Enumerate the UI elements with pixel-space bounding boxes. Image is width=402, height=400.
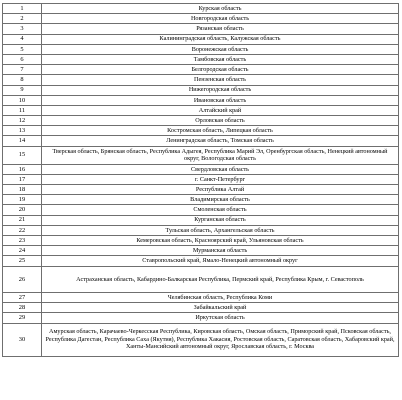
rank-number-cell: 25 xyxy=(3,256,42,266)
table-row xyxy=(3,256,399,266)
table-row xyxy=(3,323,399,356)
regions-cell: Белгородская область xyxy=(42,65,399,75)
regions-cell: Амурская область, Карачаево-Черкесская Республика, Кировская область, Омская область, Приморский край, Псковская область, Республика Дагестан, Республика Саха (Якутия), Республика Хакасия, Ростовская область, Саратовская область, Хабаровский край, Ханты-Мансийский автономный округ, Ярославская область, г. Москва xyxy=(42,323,399,356)
rank-number-cell: 14 xyxy=(3,136,42,146)
regions-cell: Курская область xyxy=(42,4,399,14)
rank-number-cell: 9 xyxy=(3,85,42,95)
table-row xyxy=(3,14,399,24)
regions-cell: Курганская область xyxy=(42,215,399,225)
regions-cell: Ивановская область xyxy=(42,95,399,105)
regions-cell: Алтайский край xyxy=(42,105,399,115)
regions-cell: Пензенская область xyxy=(42,75,399,85)
regions-cell: Челябинская область, Республика Коми xyxy=(42,293,399,303)
rank-number-cell: 29 xyxy=(3,313,42,323)
rank-number-cell: 20 xyxy=(3,205,42,215)
rank-number-cell: 28 xyxy=(3,303,42,313)
table-row xyxy=(3,24,399,34)
regions-cell: Костромская область, Липецкая область xyxy=(42,126,399,136)
regions-cell: Мурманская область xyxy=(42,246,399,256)
rank-number-cell: 22 xyxy=(3,225,42,235)
ranking-table xyxy=(2,3,399,357)
rank-number-cell: 11 xyxy=(3,105,42,115)
rank-number-cell: 23 xyxy=(3,235,42,245)
regions-cell: Свердловская область xyxy=(42,164,399,174)
rank-number-cell: 26 xyxy=(3,266,42,293)
rank-number-cell: 30 xyxy=(3,323,42,356)
rank-number-cell: 13 xyxy=(3,126,42,136)
regions-cell: Рязанская область xyxy=(42,24,399,34)
regions-cell: Тамбовская область xyxy=(42,54,399,64)
regions-cell: Смоленская область xyxy=(42,205,399,215)
regions-cell: Иркутская область xyxy=(42,313,399,323)
table-row xyxy=(3,95,399,105)
rank-number-cell: 24 xyxy=(3,246,42,256)
regions-cell: Воронежская область xyxy=(42,44,399,54)
rank-number-cell: 18 xyxy=(3,185,42,195)
rank-number-cell: 1 xyxy=(3,4,42,14)
rank-number-cell: 7 xyxy=(3,65,42,75)
rank-number-cell: 3 xyxy=(3,24,42,34)
rank-number-cell: 4 xyxy=(3,34,42,44)
table-row xyxy=(3,164,399,174)
table-row xyxy=(3,174,399,184)
regions-cell: Владимирская область xyxy=(42,195,399,205)
regions-cell: Республика Алтай xyxy=(42,185,399,195)
regions-cell: Тульская область, Архангельская область xyxy=(42,225,399,235)
table-row xyxy=(3,195,399,205)
table-row xyxy=(3,65,399,75)
rank-number-cell: 27 xyxy=(3,293,42,303)
table-row xyxy=(3,34,399,44)
regions-cell: Нижегородская область xyxy=(42,85,399,95)
ranking-table-body xyxy=(3,4,399,357)
rank-number-cell: 10 xyxy=(3,95,42,105)
ranking-table-container xyxy=(2,3,398,357)
rank-number-cell: 17 xyxy=(3,174,42,184)
rank-number-cell: 12 xyxy=(3,116,42,126)
rank-number-cell: 21 xyxy=(3,215,42,225)
rank-number-cell: 8 xyxy=(3,75,42,85)
regions-cell: Калининградская область, Калужская область xyxy=(42,34,399,44)
rank-number-cell: 19 xyxy=(3,195,42,205)
table-row xyxy=(3,126,399,136)
table-row xyxy=(3,85,399,95)
table-row xyxy=(3,293,399,303)
regions-cell: Астраханская область, Кабардино-Балкарская Республика, Пермский край, Республика Крым, г. Севастополь xyxy=(42,266,399,293)
regions-cell: Новгородская область xyxy=(42,14,399,24)
rank-number-cell: 6 xyxy=(3,54,42,64)
rank-number-cell: 16 xyxy=(3,164,42,174)
regions-cell: Ставропольский край, Ямало-Ненецкий автономный округ xyxy=(42,256,399,266)
table-row xyxy=(3,303,399,313)
rank-number-cell: 5 xyxy=(3,44,42,54)
table-row xyxy=(3,205,399,215)
table-row xyxy=(3,44,399,54)
regions-cell: Орловская область xyxy=(42,116,399,126)
regions-cell: Забайкальский край xyxy=(42,303,399,313)
regions-cell: Кемеровская область, Красноярский край, Ульяновская область xyxy=(42,235,399,245)
table-row xyxy=(3,116,399,126)
table-row xyxy=(3,266,399,293)
table-row xyxy=(3,146,399,164)
table-row xyxy=(3,313,399,323)
table-row xyxy=(3,75,399,85)
rank-number-cell: 15 xyxy=(3,146,42,164)
rank-number-cell: 2 xyxy=(3,14,42,24)
table-row xyxy=(3,215,399,225)
regions-cell: Тверская область, Брянская область, Республика Адыгея, Республика Марий Эл, Оренбургская область, Ненецкий автономный округ, Вологодская область xyxy=(42,146,399,164)
table-row xyxy=(3,54,399,64)
table-row xyxy=(3,225,399,235)
table-row xyxy=(3,136,399,146)
regions-cell: г. Санкт-Петербург xyxy=(42,174,399,184)
table-row xyxy=(3,105,399,115)
table-row xyxy=(3,185,399,195)
table-row xyxy=(3,235,399,245)
table-row xyxy=(3,246,399,256)
regions-cell: Ленинградская область, Томская область xyxy=(42,136,399,146)
table-row xyxy=(3,4,399,14)
